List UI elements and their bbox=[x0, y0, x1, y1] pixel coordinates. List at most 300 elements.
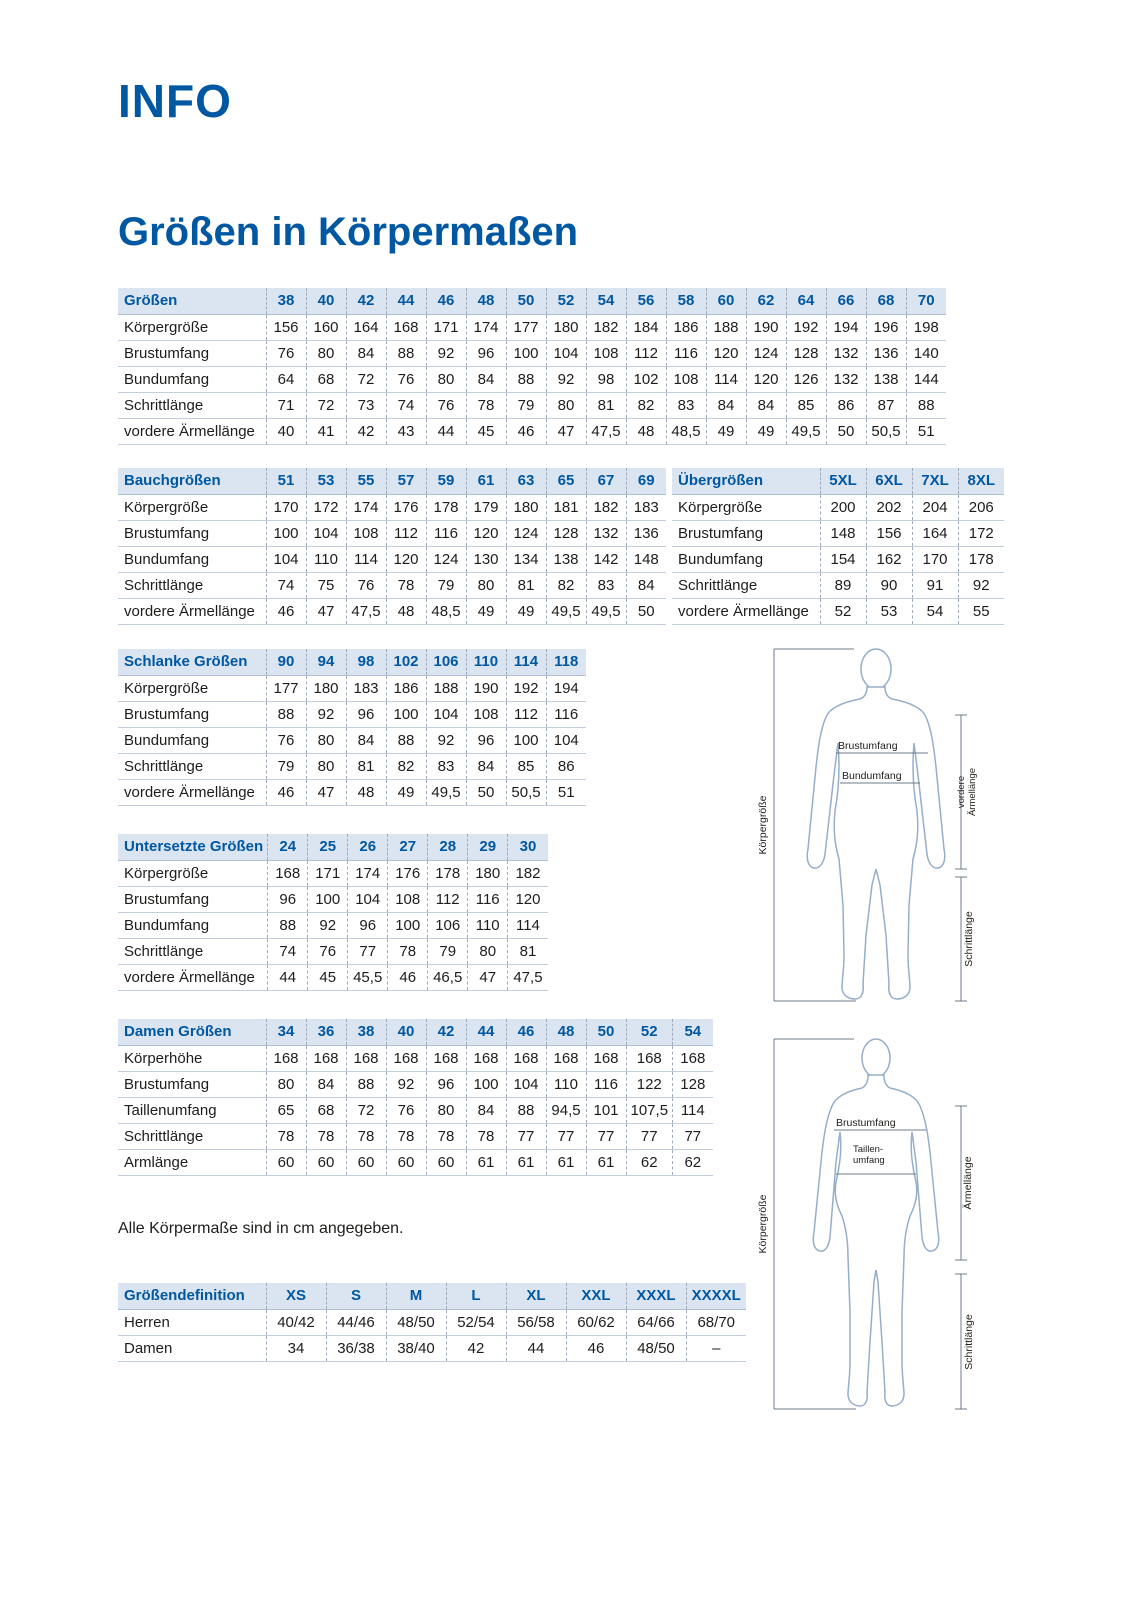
cell-value: 86 bbox=[546, 753, 586, 779]
cell-value: 46 bbox=[506, 418, 546, 444]
table-row bbox=[118, 938, 548, 964]
cell-value: 172 bbox=[958, 520, 1004, 546]
cell-value: 198 bbox=[906, 314, 946, 340]
cell-value: 168 bbox=[266, 1045, 306, 1071]
column-header: 62 bbox=[746, 288, 786, 314]
cell-value: 168 bbox=[673, 1045, 713, 1071]
table-header-row bbox=[118, 1283, 746, 1309]
cell-value: 78 bbox=[266, 1123, 306, 1149]
cell-value: 61 bbox=[506, 1149, 546, 1175]
table-header-row bbox=[118, 1019, 713, 1045]
cell-value: 81 bbox=[508, 938, 548, 964]
cell-value: 49 bbox=[706, 418, 746, 444]
cell-value: 51 bbox=[906, 418, 946, 444]
cell-value: 68 bbox=[306, 1097, 346, 1123]
cell-value: 101 bbox=[586, 1097, 626, 1123]
cell-value: 92 bbox=[386, 1071, 426, 1097]
female-figure-svg bbox=[758, 1032, 1013, 1422]
table-row bbox=[118, 520, 666, 546]
cell-value: 47 bbox=[546, 418, 586, 444]
cell-value: 60 bbox=[426, 1149, 466, 1175]
table-row bbox=[672, 520, 1004, 546]
cell-value: 186 bbox=[386, 675, 426, 701]
cell-value: 82 bbox=[546, 572, 586, 598]
row-label: Brustumfang bbox=[118, 520, 266, 546]
cell-value: 96 bbox=[466, 340, 506, 366]
cell-value: 90 bbox=[866, 572, 912, 598]
cell-value: 104 bbox=[266, 546, 306, 572]
cell-value: 140 bbox=[906, 340, 946, 366]
size-table bbox=[118, 649, 586, 806]
cell-value: 96 bbox=[348, 912, 388, 938]
column-header: 26 bbox=[348, 834, 388, 860]
cell-value: 76 bbox=[386, 1097, 426, 1123]
size-table bbox=[118, 1283, 746, 1362]
cell-value: 100 bbox=[266, 520, 306, 546]
cell-value: 47,5 bbox=[346, 598, 386, 624]
column-header: 60 bbox=[706, 288, 746, 314]
cell-value: 76 bbox=[266, 340, 306, 366]
cell-value: 80 bbox=[306, 753, 346, 779]
cell-value: 114 bbox=[673, 1097, 713, 1123]
row-label: Armlänge bbox=[118, 1149, 266, 1175]
cell-value: 148 bbox=[820, 520, 866, 546]
male-body bbox=[807, 649, 945, 999]
cell-value: 45 bbox=[308, 964, 348, 990]
column-header: 29 bbox=[468, 834, 508, 860]
cell-value: 96 bbox=[346, 701, 386, 727]
cell-value: 112 bbox=[428, 886, 468, 912]
cell-value: 47 bbox=[306, 598, 346, 624]
cell-value: 78 bbox=[466, 1123, 506, 1149]
cell-value: 88 bbox=[386, 340, 426, 366]
cell-value: 48,5 bbox=[426, 598, 466, 624]
cell-value: 84 bbox=[346, 340, 386, 366]
column-header: 8XL bbox=[958, 468, 1004, 494]
cell-value: 88 bbox=[906, 392, 946, 418]
table-row bbox=[672, 598, 1004, 624]
table-row bbox=[118, 572, 666, 598]
cell-value: 62 bbox=[673, 1149, 713, 1175]
cell-value: 104 bbox=[306, 520, 346, 546]
cell-value: 110 bbox=[546, 1071, 586, 1097]
cell-value: 83 bbox=[586, 572, 626, 598]
cell-value: – bbox=[686, 1335, 746, 1361]
cell-value: 34 bbox=[266, 1335, 326, 1361]
cell-value: 77 bbox=[348, 938, 388, 964]
cell-value: 65 bbox=[266, 1097, 306, 1123]
cell-value: 79 bbox=[426, 572, 466, 598]
male-body-outline bbox=[807, 687, 945, 999]
cell-value: 42 bbox=[446, 1335, 506, 1361]
cell-value: 112 bbox=[626, 340, 666, 366]
female-schrittlaenge-label: Schrittlänge bbox=[963, 1314, 975, 1370]
column-header: 27 bbox=[388, 834, 428, 860]
table-row bbox=[118, 1309, 746, 1335]
cell-value: 162 bbox=[866, 546, 912, 572]
cell-value: 182 bbox=[508, 860, 548, 886]
column-header: 42 bbox=[426, 1019, 466, 1045]
column-header: 68 bbox=[866, 288, 906, 314]
column-header: XS bbox=[266, 1283, 326, 1309]
row-label: Körpergröße bbox=[118, 494, 266, 520]
cell-value: 194 bbox=[546, 675, 586, 701]
table-row bbox=[118, 598, 666, 624]
cell-value: 51 bbox=[546, 779, 586, 805]
cell-value: 44 bbox=[268, 964, 308, 990]
cell-value: 42 bbox=[346, 418, 386, 444]
cell-value: 168 bbox=[306, 1045, 346, 1071]
cell-value: 114 bbox=[508, 912, 548, 938]
cell-value: 49 bbox=[386, 779, 426, 805]
cell-value: 60 bbox=[386, 1149, 426, 1175]
cell-value: 104 bbox=[506, 1071, 546, 1097]
cell-value: 168 bbox=[466, 1045, 506, 1071]
cell-value: 94,5 bbox=[546, 1097, 586, 1123]
cell-value: 71 bbox=[266, 392, 306, 418]
cell-value: 128 bbox=[673, 1071, 713, 1097]
table-row bbox=[118, 701, 586, 727]
cell-value: 178 bbox=[426, 494, 466, 520]
column-header: 52 bbox=[626, 1019, 673, 1045]
cell-value: 107,5 bbox=[626, 1097, 673, 1123]
table-groessen bbox=[118, 288, 946, 445]
table-row bbox=[118, 753, 586, 779]
cell-value: 78 bbox=[306, 1123, 346, 1149]
column-header: 44 bbox=[386, 288, 426, 314]
male-koerpergroesse-label: Körpergröße bbox=[758, 795, 769, 855]
cell-value: 73 bbox=[346, 392, 386, 418]
column-header: 54 bbox=[673, 1019, 713, 1045]
cell-value: 74 bbox=[266, 572, 306, 598]
cell-value: 72 bbox=[346, 1097, 386, 1123]
table-bauchgroessen bbox=[118, 468, 666, 625]
cell-value: 76 bbox=[386, 366, 426, 392]
cell-value: 172 bbox=[306, 494, 346, 520]
row-label: Schrittlänge bbox=[118, 1123, 266, 1149]
cell-value: 124 bbox=[506, 520, 546, 546]
cell-value: 136 bbox=[866, 340, 906, 366]
cell-value: 183 bbox=[346, 675, 386, 701]
cell-value: 108 bbox=[666, 366, 706, 392]
column-header: 50 bbox=[506, 288, 546, 314]
cell-value: 80 bbox=[306, 340, 346, 366]
column-header: 106 bbox=[426, 649, 466, 675]
cell-value: 126 bbox=[786, 366, 826, 392]
male-aermellaenge-label-line2: Ärmellänge bbox=[967, 767, 978, 817]
cell-value: 49,5 bbox=[426, 779, 466, 805]
cell-value: 182 bbox=[586, 494, 626, 520]
row-label: Taillenumfang bbox=[118, 1097, 266, 1123]
table-row bbox=[118, 912, 548, 938]
cell-value: 91 bbox=[912, 572, 958, 598]
column-header: 56 bbox=[626, 288, 666, 314]
cell-value: 188 bbox=[706, 314, 746, 340]
column-header: 67 bbox=[586, 468, 626, 494]
cell-value: 114 bbox=[706, 366, 746, 392]
cell-value: 60/62 bbox=[566, 1309, 626, 1335]
cell-value: 190 bbox=[466, 675, 506, 701]
female-figure bbox=[758, 1032, 1013, 1427]
table-schlanke-groessen bbox=[118, 649, 586, 806]
table-row bbox=[672, 572, 1004, 598]
cell-value: 179 bbox=[466, 494, 506, 520]
cell-value: 108 bbox=[346, 520, 386, 546]
cell-value: 168 bbox=[426, 1045, 466, 1071]
cell-value: 84 bbox=[306, 1071, 346, 1097]
cell-value: 44/46 bbox=[326, 1309, 386, 1335]
table-row bbox=[672, 494, 1004, 520]
cell-value: 80 bbox=[546, 392, 586, 418]
cell-value: 48/50 bbox=[386, 1309, 446, 1335]
column-header: 38 bbox=[346, 1019, 386, 1045]
cell-value: 176 bbox=[388, 860, 428, 886]
cell-value: 84 bbox=[626, 572, 666, 598]
row-label: Schrittlänge bbox=[118, 392, 266, 418]
cell-value: 180 bbox=[506, 494, 546, 520]
table-title: Damen Größen bbox=[118, 1019, 266, 1045]
male-aermellaenge-label-line1: vordere bbox=[956, 775, 967, 809]
cell-value: 54 bbox=[912, 598, 958, 624]
cell-value: 92 bbox=[306, 701, 346, 727]
cell-value: 75 bbox=[306, 572, 346, 598]
table-header-row bbox=[118, 468, 666, 494]
cell-value: 183 bbox=[626, 494, 666, 520]
cell-value: 86 bbox=[826, 392, 866, 418]
table-row bbox=[118, 418, 946, 444]
table-title: Größen bbox=[118, 288, 266, 314]
table-row bbox=[118, 1123, 713, 1149]
column-header: 48 bbox=[546, 1019, 586, 1045]
column-header: 90 bbox=[266, 649, 306, 675]
cell-value: 176 bbox=[386, 494, 426, 520]
cell-value: 52 bbox=[820, 598, 866, 624]
cell-value: 171 bbox=[308, 860, 348, 886]
cell-value: 100 bbox=[506, 340, 546, 366]
size-table bbox=[118, 834, 548, 991]
cell-value: 47 bbox=[306, 779, 346, 805]
cell-value: 100 bbox=[386, 701, 426, 727]
column-header: 38 bbox=[266, 288, 306, 314]
cell-value: 64 bbox=[266, 366, 306, 392]
table-title: Schlanke Größen bbox=[118, 649, 266, 675]
column-header: XXL bbox=[566, 1283, 626, 1309]
cell-value: 80 bbox=[468, 938, 508, 964]
cell-value: 180 bbox=[468, 860, 508, 886]
cell-value: 43 bbox=[386, 418, 426, 444]
column-header: 25 bbox=[308, 834, 348, 860]
column-header: 54 bbox=[586, 288, 626, 314]
column-header: 94 bbox=[306, 649, 346, 675]
cell-value: 100 bbox=[388, 912, 428, 938]
cell-value: 168 bbox=[268, 860, 308, 886]
cell-value: 84 bbox=[466, 366, 506, 392]
column-header: 110 bbox=[466, 649, 506, 675]
cell-value: 77 bbox=[546, 1123, 586, 1149]
cell-value: 60 bbox=[346, 1149, 386, 1175]
cell-value: 132 bbox=[826, 340, 866, 366]
cell-value: 177 bbox=[266, 675, 306, 701]
column-header: 52 bbox=[546, 288, 586, 314]
cell-value: 56/58 bbox=[506, 1309, 566, 1335]
cell-value: 68/70 bbox=[686, 1309, 746, 1335]
cell-value: 160 bbox=[306, 314, 346, 340]
cell-value: 154 bbox=[820, 546, 866, 572]
cell-value: 92 bbox=[426, 727, 466, 753]
cell-value: 122 bbox=[626, 1071, 673, 1097]
cell-value: 168 bbox=[506, 1045, 546, 1071]
cell-value: 130 bbox=[466, 546, 506, 572]
cell-value: 104 bbox=[546, 340, 586, 366]
cell-value: 49 bbox=[506, 598, 546, 624]
units-note: Alle Körpermaße sind in cm angegeben. bbox=[118, 1220, 404, 1237]
table-row bbox=[118, 314, 946, 340]
cell-value: 87 bbox=[866, 392, 906, 418]
cell-value: 132 bbox=[826, 366, 866, 392]
table-uebergroessen bbox=[672, 468, 1004, 625]
cell-value: 78 bbox=[386, 1123, 426, 1149]
cell-value: 77 bbox=[626, 1123, 673, 1149]
row-label: Körpergröße bbox=[118, 675, 266, 701]
cell-value: 79 bbox=[428, 938, 468, 964]
table-row bbox=[118, 366, 946, 392]
cell-value: 36/38 bbox=[326, 1335, 386, 1361]
column-header: M bbox=[386, 1283, 446, 1309]
row-label: Bundumfang bbox=[672, 546, 820, 572]
row-label: Damen bbox=[118, 1335, 266, 1361]
cell-value: 88 bbox=[346, 1071, 386, 1097]
cell-value: 120 bbox=[746, 366, 786, 392]
cell-value: 100 bbox=[506, 727, 546, 753]
cell-value: 108 bbox=[586, 340, 626, 366]
table-header-row bbox=[118, 834, 548, 860]
cell-value: 78 bbox=[346, 1123, 386, 1149]
cell-value: 80 bbox=[266, 1071, 306, 1097]
cell-value: 38/40 bbox=[386, 1335, 446, 1361]
cell-value: 60 bbox=[306, 1149, 346, 1175]
female-head bbox=[862, 1039, 890, 1077]
row-label: Körperhöhe bbox=[118, 1045, 266, 1071]
cell-value: 112 bbox=[506, 701, 546, 727]
cell-value: 53 bbox=[866, 598, 912, 624]
cell-value: 52/54 bbox=[446, 1309, 506, 1335]
cell-value: 102 bbox=[626, 366, 666, 392]
size-table bbox=[118, 288, 946, 445]
table-row bbox=[118, 886, 548, 912]
column-header: 30 bbox=[508, 834, 548, 860]
cell-value: 40/42 bbox=[266, 1309, 326, 1335]
table-row bbox=[118, 494, 666, 520]
cell-value: 84 bbox=[746, 392, 786, 418]
cell-value: 61 bbox=[586, 1149, 626, 1175]
table-row bbox=[118, 964, 548, 990]
cell-value: 104 bbox=[348, 886, 388, 912]
row-label: Bundumfang bbox=[118, 366, 266, 392]
column-header: 48 bbox=[466, 288, 506, 314]
cell-value: 134 bbox=[506, 546, 546, 572]
table-header-row bbox=[118, 288, 946, 314]
cell-value: 77 bbox=[673, 1123, 713, 1149]
row-label: vordere Ärmellänge bbox=[118, 779, 266, 805]
cell-value: 49,5 bbox=[546, 598, 586, 624]
male-brustumfang-label: Brustumfang bbox=[838, 740, 898, 752]
cell-value: 164 bbox=[346, 314, 386, 340]
cell-value: 50 bbox=[466, 779, 506, 805]
column-header: 44 bbox=[466, 1019, 506, 1045]
cell-value: 98 bbox=[586, 366, 626, 392]
table-title: Größendefinition bbox=[118, 1283, 266, 1309]
cell-value: 170 bbox=[266, 494, 306, 520]
cell-value: 44 bbox=[506, 1335, 566, 1361]
cell-value: 184 bbox=[626, 314, 666, 340]
cell-value: 41 bbox=[306, 418, 346, 444]
cell-value: 174 bbox=[466, 314, 506, 340]
cell-value: 186 bbox=[666, 314, 706, 340]
cell-value: 48/50 bbox=[626, 1335, 686, 1361]
row-label: Körpergröße bbox=[118, 314, 266, 340]
female-koerpergroesse-label: Körpergröße bbox=[758, 1194, 769, 1254]
cell-value: 180 bbox=[306, 675, 346, 701]
cell-value: 88 bbox=[266, 701, 306, 727]
table-title: Untersetzte Größen bbox=[118, 834, 268, 860]
cell-value: 96 bbox=[268, 886, 308, 912]
cell-value: 46,5 bbox=[428, 964, 468, 990]
table-row bbox=[118, 340, 946, 366]
column-header: 24 bbox=[268, 834, 308, 860]
table-title: Bauchgrößen bbox=[118, 468, 266, 494]
cell-value: 168 bbox=[346, 1045, 386, 1071]
table-groessendefinition bbox=[118, 1283, 746, 1362]
cell-value: 92 bbox=[308, 912, 348, 938]
cell-value: 55 bbox=[958, 598, 1004, 624]
male-schrittlaenge-label: Schrittlänge bbox=[963, 911, 975, 967]
cell-value: 85 bbox=[506, 753, 546, 779]
cell-value: 116 bbox=[546, 701, 586, 727]
cell-value: 80 bbox=[306, 727, 346, 753]
table-header-row bbox=[118, 649, 586, 675]
cell-value: 178 bbox=[428, 860, 468, 886]
female-aermellaenge-label: Ärmellänge bbox=[962, 1156, 974, 1210]
table-row bbox=[118, 1335, 746, 1361]
cell-value: 92 bbox=[958, 572, 1004, 598]
cell-value: 84 bbox=[466, 753, 506, 779]
cell-value: 202 bbox=[866, 494, 912, 520]
table-untersetzte-groessen bbox=[118, 834, 548, 991]
cell-value: 81 bbox=[346, 753, 386, 779]
cell-value: 48 bbox=[626, 418, 666, 444]
cell-value: 61 bbox=[546, 1149, 586, 1175]
cell-value: 47,5 bbox=[508, 964, 548, 990]
cell-value: 116 bbox=[666, 340, 706, 366]
cell-value: 50 bbox=[826, 418, 866, 444]
cell-value: 92 bbox=[546, 366, 586, 392]
table-row bbox=[118, 1097, 713, 1123]
cell-value: 61 bbox=[466, 1149, 506, 1175]
cell-value: 47,5 bbox=[586, 418, 626, 444]
cell-value: 194 bbox=[826, 314, 866, 340]
male-figure-svg bbox=[758, 643, 1013, 1017]
cell-value: 50,5 bbox=[506, 779, 546, 805]
cell-value: 76 bbox=[266, 727, 306, 753]
cell-value: 120 bbox=[706, 340, 746, 366]
cell-value: 78 bbox=[466, 392, 506, 418]
column-header: 5XL bbox=[820, 468, 866, 494]
column-header: 69 bbox=[626, 468, 666, 494]
column-header: 118 bbox=[546, 649, 586, 675]
row-label: Körpergröße bbox=[672, 494, 820, 520]
column-header: 102 bbox=[386, 649, 426, 675]
cell-value: 178 bbox=[958, 546, 1004, 572]
